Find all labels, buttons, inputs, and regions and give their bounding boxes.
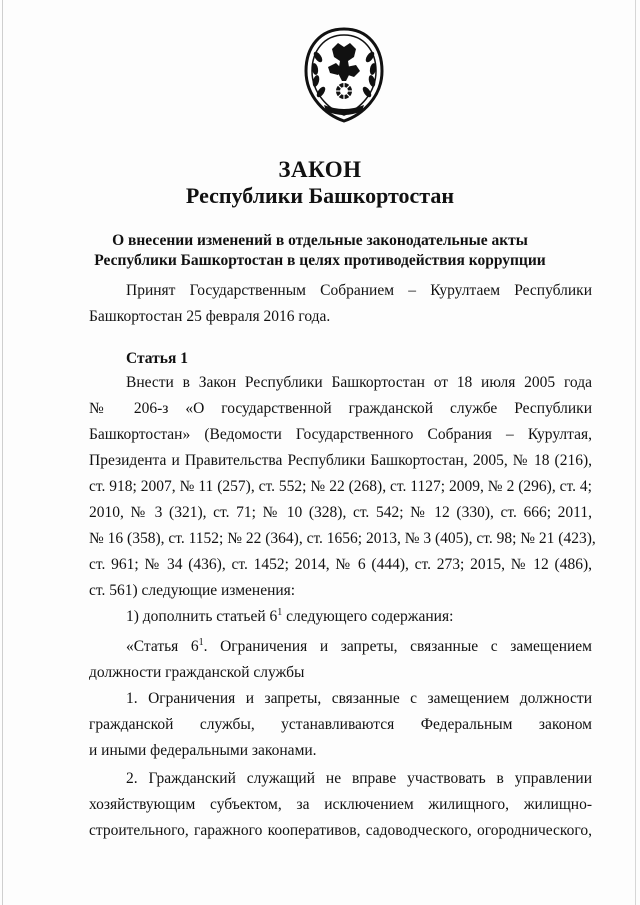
scan-edge-right: [635, 0, 636, 905]
adoption-note: [89, 278, 592, 330]
superscript: 1: [198, 636, 204, 648]
article-6-1-heading: [89, 634, 592, 686]
superscript: 1: [277, 606, 283, 618]
document-subject: [40, 231, 600, 271]
subject-line: О внесении изменений в отдельные законодательные акты: [112, 232, 528, 249]
text-line: гражданской службы, устанавливаются Федеральным законом: [89, 716, 592, 733]
text-line: и иными федеральными законами.: [89, 742, 317, 759]
text-line: Принят Государственным Собранием – Курултаем Республики: [126, 282, 592, 299]
text-line: Внести в Закон Республики Башкортостан от 18 июля 2005 года: [126, 374, 592, 391]
text-line: 1. Ограничения и запреты, связанные с замещением должности: [126, 690, 592, 707]
text-line: 2010, № 3 (321), ст. 71; № 10 (328), ст. 542; № 12 (330), ст. 666; 2011,: [89, 504, 592, 521]
document-title-region: Республики Башкортостан: [185, 183, 455, 208]
text-line: хозяйствующим субъектом, за исключением жилищного, жилищно-: [89, 796, 592, 813]
text-line: строительного, гаражного кооперативов, садоводческого, огороднического,: [89, 822, 592, 839]
quote-heading-text: «Статья 6: [126, 638, 199, 655]
text-line: 2. Гражданский служащий не вправе участвовать в управлении: [126, 770, 592, 787]
text-line: Башкортостан 25 февраля 2016 года.: [89, 308, 331, 325]
text-line: Президента и Правительства Республики Башкортостан, 2005, № 18 (216),: [89, 452, 592, 469]
text-line: ст. 918; 2007, № 11 (257), ст. 552; № 22 (268), ст. 1127; 2009, № 2 (296), ст. 4;: [89, 478, 592, 495]
text-line: ст. 561) следующие изменения:: [89, 582, 296, 599]
document-title: ЗАКОН: [278, 157, 362, 182]
subject-line: Республики Башкортостан в целях противодействия коррупции: [94, 252, 546, 269]
article-body: [89, 370, 596, 604]
quote-heading-text-end: . Ограничения и запреты, связанные с замещением: [203, 638, 592, 655]
text-line: должности гражданской службы: [89, 664, 305, 681]
scan-edge-left: [2, 0, 3, 905]
item-1: [89, 604, 592, 630]
text-line: № 206-з «О государственной гражданской службе Республики: [89, 400, 592, 417]
item1-text: 1) дополнить статьей 6: [126, 608, 278, 625]
coat-of-arms-emblem: [302, 27, 386, 123]
article-heading: Статья 1: [126, 350, 188, 367]
text-line: ст. 961; № 34 (436), ст. 1452; 2014, № 6 (444), ст. 273; 2015, № 12 (486),: [89, 556, 592, 573]
text-line: [89, 604, 592, 630]
point-2: [89, 766, 592, 844]
item1-text-end: следующего содержания:: [282, 608, 454, 625]
text-line: [89, 634, 592, 660]
point-1: [89, 686, 592, 764]
text-line: № 16 (358), ст. 1152; № 22 (364), ст. 1656; 2013, № 3 (405), ст. 98; № 21 (423),: [89, 530, 596, 547]
text-line: Башкортостан» (Ведомости Государственного Собрания – Курултая,: [89, 426, 592, 443]
